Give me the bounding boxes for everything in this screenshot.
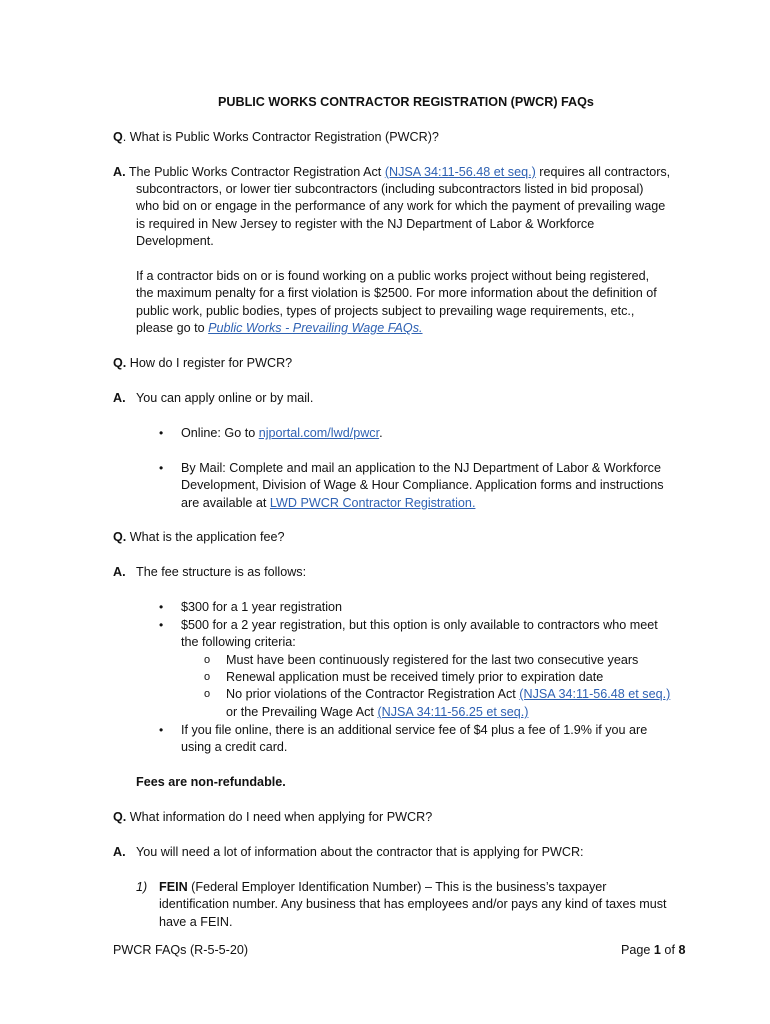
fee-online-line-2: using a credit card. <box>181 740 288 754</box>
online-option: Online: Go to njportal.com/lwd/pwcr. <box>181 426 383 440</box>
bullet-icon: • <box>159 723 164 737</box>
criteria-2: Renewal application must be received timely prior to expiration date <box>226 670 604 684</box>
fee-2-year-line-1: $500 for a 2 year registration, but this option is only available to contractors who meet <box>181 618 658 632</box>
answer-label: A. <box>113 391 126 405</box>
question-label: Q. <box>113 530 127 544</box>
answer-2-text: You can apply online or by mail. <box>136 391 314 405</box>
circle-bullet-icon: o <box>204 654 211 666</box>
fee-2-year-line-2: the following criteria: <box>181 635 296 649</box>
answer-label: A. <box>113 165 126 179</box>
fein-line-3: have a FEIN. <box>159 915 233 929</box>
answer-3-text: The fee structure is as follows: <box>136 565 307 579</box>
question-text: What information do I need when applying for PWCR? <box>126 810 433 824</box>
circle-bullet-icon: o <box>204 688 211 700</box>
mail-option-line-3: are available at LWD PWCR Contractor Registration. <box>181 496 476 510</box>
answer-label: A. <box>113 845 126 859</box>
mail-option-line-2: Development, Division of Wage & Hour Compliance. Application forms and instructions <box>181 478 664 492</box>
answer-1-line-2: subcontractors, or lower tier subcontractors (including subcontractors listed in bid proposal) <box>136 182 644 196</box>
footer-revision: PWCR FAQs (R-5-5-20) <box>113 943 249 957</box>
njsa-48-link-2[interactable]: (NJSA 34:11-56.48 et seq.) <box>519 687 671 701</box>
fein-line-1: FEIN (Federal Employer Identification Number) – This is the business’s taxpayer <box>159 880 607 894</box>
question-text: What is the application fee? <box>126 530 285 544</box>
fee-online-line-1: If you file online, there is an additional service fee of $4 plus a fee of 1.9% if you are <box>181 723 648 737</box>
answer-1-p2-line-1: If a contractor bids on or is found working on a public works project without being registered, <box>136 269 650 283</box>
mail-option-line-1: By Mail: Complete and mail an application to the NJ Department of Labor & Workforce <box>181 461 661 475</box>
answer-1-line-4: is required in New Jersey to register with the NJ Department of Labor & Workforce <box>136 217 595 231</box>
njsa-25-link[interactable]: (NJSA 34:11-56.25 et seq.) <box>377 705 529 719</box>
circle-bullet-icon: o <box>204 671 211 683</box>
bullet-icon: • <box>159 600 164 614</box>
footer-page-number: Page 1 of 8 <box>621 943 686 957</box>
lwd-pwcr-link[interactable]: LWD PWCR Contractor Registration. <box>269 496 476 510</box>
answer-1-p2-line-4: please go to Public Works - Prevailing Wage FAQs. <box>136 321 423 335</box>
item-number: 1) <box>136 880 148 894</box>
question-3 <box>113 529 285 546</box>
answer-label: A. <box>113 565 126 579</box>
answer-1-p2-line-3: public work, public bodies, types of projects subject to prevailing wage requirements, etc., <box>136 304 635 318</box>
criteria-3-line-1: No prior violations of the Contractor Registration Act (NJSA 34:11-56.48 et seq.) <box>226 687 671 701</box>
fee-1-year: $300 for a 1 year registration <box>181 600 343 614</box>
question-text: How do I register for PWCR? <box>126 356 293 370</box>
question-4 <box>113 809 432 826</box>
question-label: Q. <box>113 810 127 824</box>
fein-line-2: identification number. Any business that has employees and/or pays any kind of taxes must <box>159 897 667 911</box>
question-label: Q. <box>113 356 127 370</box>
question-label: Q <box>113 130 123 144</box>
criteria-1: Must have been continuously registered for the last two consecutive years <box>226 653 639 667</box>
page-title: PUBLIC WORKS CONTRACTOR REGISTRATION (PWCR) FAQs <box>218 95 594 109</box>
question-2 <box>113 355 292 372</box>
bullet-icon: • <box>159 461 164 475</box>
prevailing-wage-faqs-link[interactable]: Public Works - Prevailing Wage FAQs. <box>208 321 423 335</box>
bullet-icon: • <box>159 618 164 632</box>
bullet-icon: • <box>159 426 164 440</box>
criteria-3-line-2: or the Prevailing Wage Act (NJSA 34:11-56.25 et seq.) <box>226 705 529 719</box>
answer-1-p2-line-2: the maximum penalty for a first violation is $2500. For more information about the definition of <box>136 286 657 300</box>
njsa-48-link[interactable]: (NJSA 34:11-56.48 et seq.) <box>384 165 536 179</box>
njportal-link[interactable]: njportal.com/lwd/pwcr <box>258 426 380 440</box>
answer-1-line-3: who bid on or engage in the performance of any work for which the payment of prevailing wage <box>136 199 666 213</box>
answer-1-line-5: Development. <box>136 234 214 248</box>
non-refundable-note: Fees are non-refundable. <box>136 775 286 789</box>
answer-1-line-1: A. The Public Works Contractor Registration Act (NJSA 34:11-56.48 et seq.) requires all contractors, <box>113 165 671 179</box>
answer-4-text: You will need a lot of information about the contractor that is applying for PWCR: <box>136 845 584 859</box>
question-1 <box>113 129 439 146</box>
question-text: . What is Public Works Contractor Registration (PWCR)? <box>122 130 439 144</box>
